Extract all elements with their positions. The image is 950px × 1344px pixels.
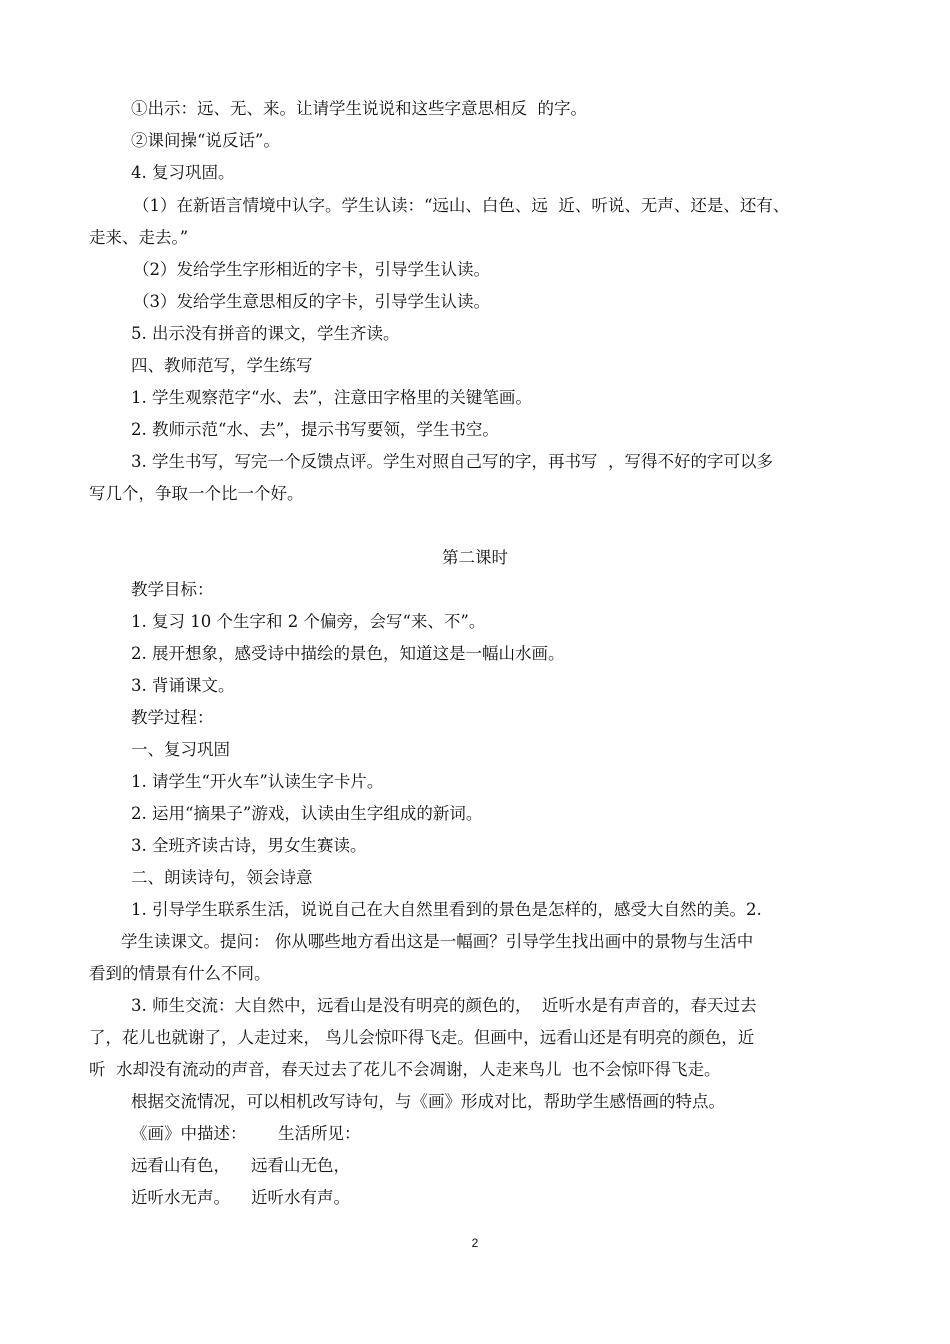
text-line: 1. 复习 10 个生字和 2 个偏旁，会写“来、不”。 xyxy=(131,612,486,631)
text-line: 5. 出示没有拼音的课文，学生齐读。 xyxy=(131,324,400,343)
text-line: （2）发给学生字形相近的字卡，引导学生认读。 xyxy=(133,260,490,279)
section-heading: 四、教师范写，学生练写 xyxy=(131,356,313,375)
text-line: 4. 复习巩固。 xyxy=(131,163,235,182)
text-line: 3. 师生交流：大自然中，远看山是没有明亮的颜色的， 近听水是有声音的，春天过去 xyxy=(131,996,757,1015)
text-line: ②课间操“说反话”。 xyxy=(131,131,280,150)
text-line: （3）发给学生意思相反的字卡，引导学生认读。 xyxy=(133,292,490,311)
text-line: 3. 背诵课文。 xyxy=(131,676,235,695)
text-line: 学生读课文。提问： 你从哪些地方看出这是一幅画？引导学生找出画中的景物与生活中 xyxy=(121,932,754,951)
text-line: 3. 学生书写，写完一个反馈点评。学生对照自己写的字，再书写 ，写得不好的字可以多 xyxy=(131,452,773,471)
text-line: 1. 请学生“开火车”认读生字卡片。 xyxy=(131,772,384,791)
section-heading: 二、朗读诗句，领会诗意 xyxy=(131,868,313,887)
text-line: 2. 运用“摘果子”游戏，认读由生字组成的新词。 xyxy=(131,804,483,823)
text-line: 3. 全班齐读古诗，男女生赛读。 xyxy=(131,836,367,855)
section-heading: 教学过程： xyxy=(131,708,214,727)
text-line: 听 水却没有流动的声音，春天过去了花儿不会凋谢，人走来鸟儿 也不会惊吓得飞走。 xyxy=(89,1060,721,1079)
page-number: 2 xyxy=(471,1236,479,1250)
text-line: 根据交流情况，可以相机改写诗句，与《画》形成对比，帮助学生感悟画的特点。 xyxy=(131,1092,725,1111)
text-line: 看到的情景有什么不同。 xyxy=(89,964,271,983)
text-line: 1. 引导学生联系生活，说说自己在大自然里看到的景色是怎样的，感受大自然的美。2. xyxy=(131,900,762,919)
text-line: 1. 学生观察范字“水、去”，注意田字格里的关键笔画。 xyxy=(131,388,532,407)
lesson-title: 第二课时 xyxy=(442,548,508,567)
text-line: ①出示：远、无、来。让请学生说说和这些字意思相反 的字。 xyxy=(131,99,587,118)
text-line: 了，花儿也就谢了，人走过来， 鸟儿会惊吓得飞走。但画中，远看山还是有明亮的颜色，近 xyxy=(89,1028,755,1047)
text-line: 近听水无声。 近听水有声。 xyxy=(131,1188,350,1207)
text-line: 写几个，争取一个比一个好。 xyxy=(89,484,304,503)
text-line: 远看山有色， 远看山无色， xyxy=(131,1156,350,1175)
text-line: 2. 展开想象，感受诗中描绘的景色，知道这是一幅山水画。 xyxy=(131,644,565,663)
section-heading: 教学目标： xyxy=(131,580,214,599)
section-heading: 一、复习巩固 xyxy=(131,740,230,759)
text-line: 2. 教师示范“水、去”，提示书写要领，学生书空。 xyxy=(131,420,499,439)
text-line: 《画》中描述： 生活所见： xyxy=(131,1124,361,1143)
text-line: 走来、走去。” xyxy=(89,228,189,247)
text-line: （1）在新语言情境中认字。学生认读：“远山、白色、远 近、听说、无声、还是、还有、 xyxy=(133,196,790,215)
